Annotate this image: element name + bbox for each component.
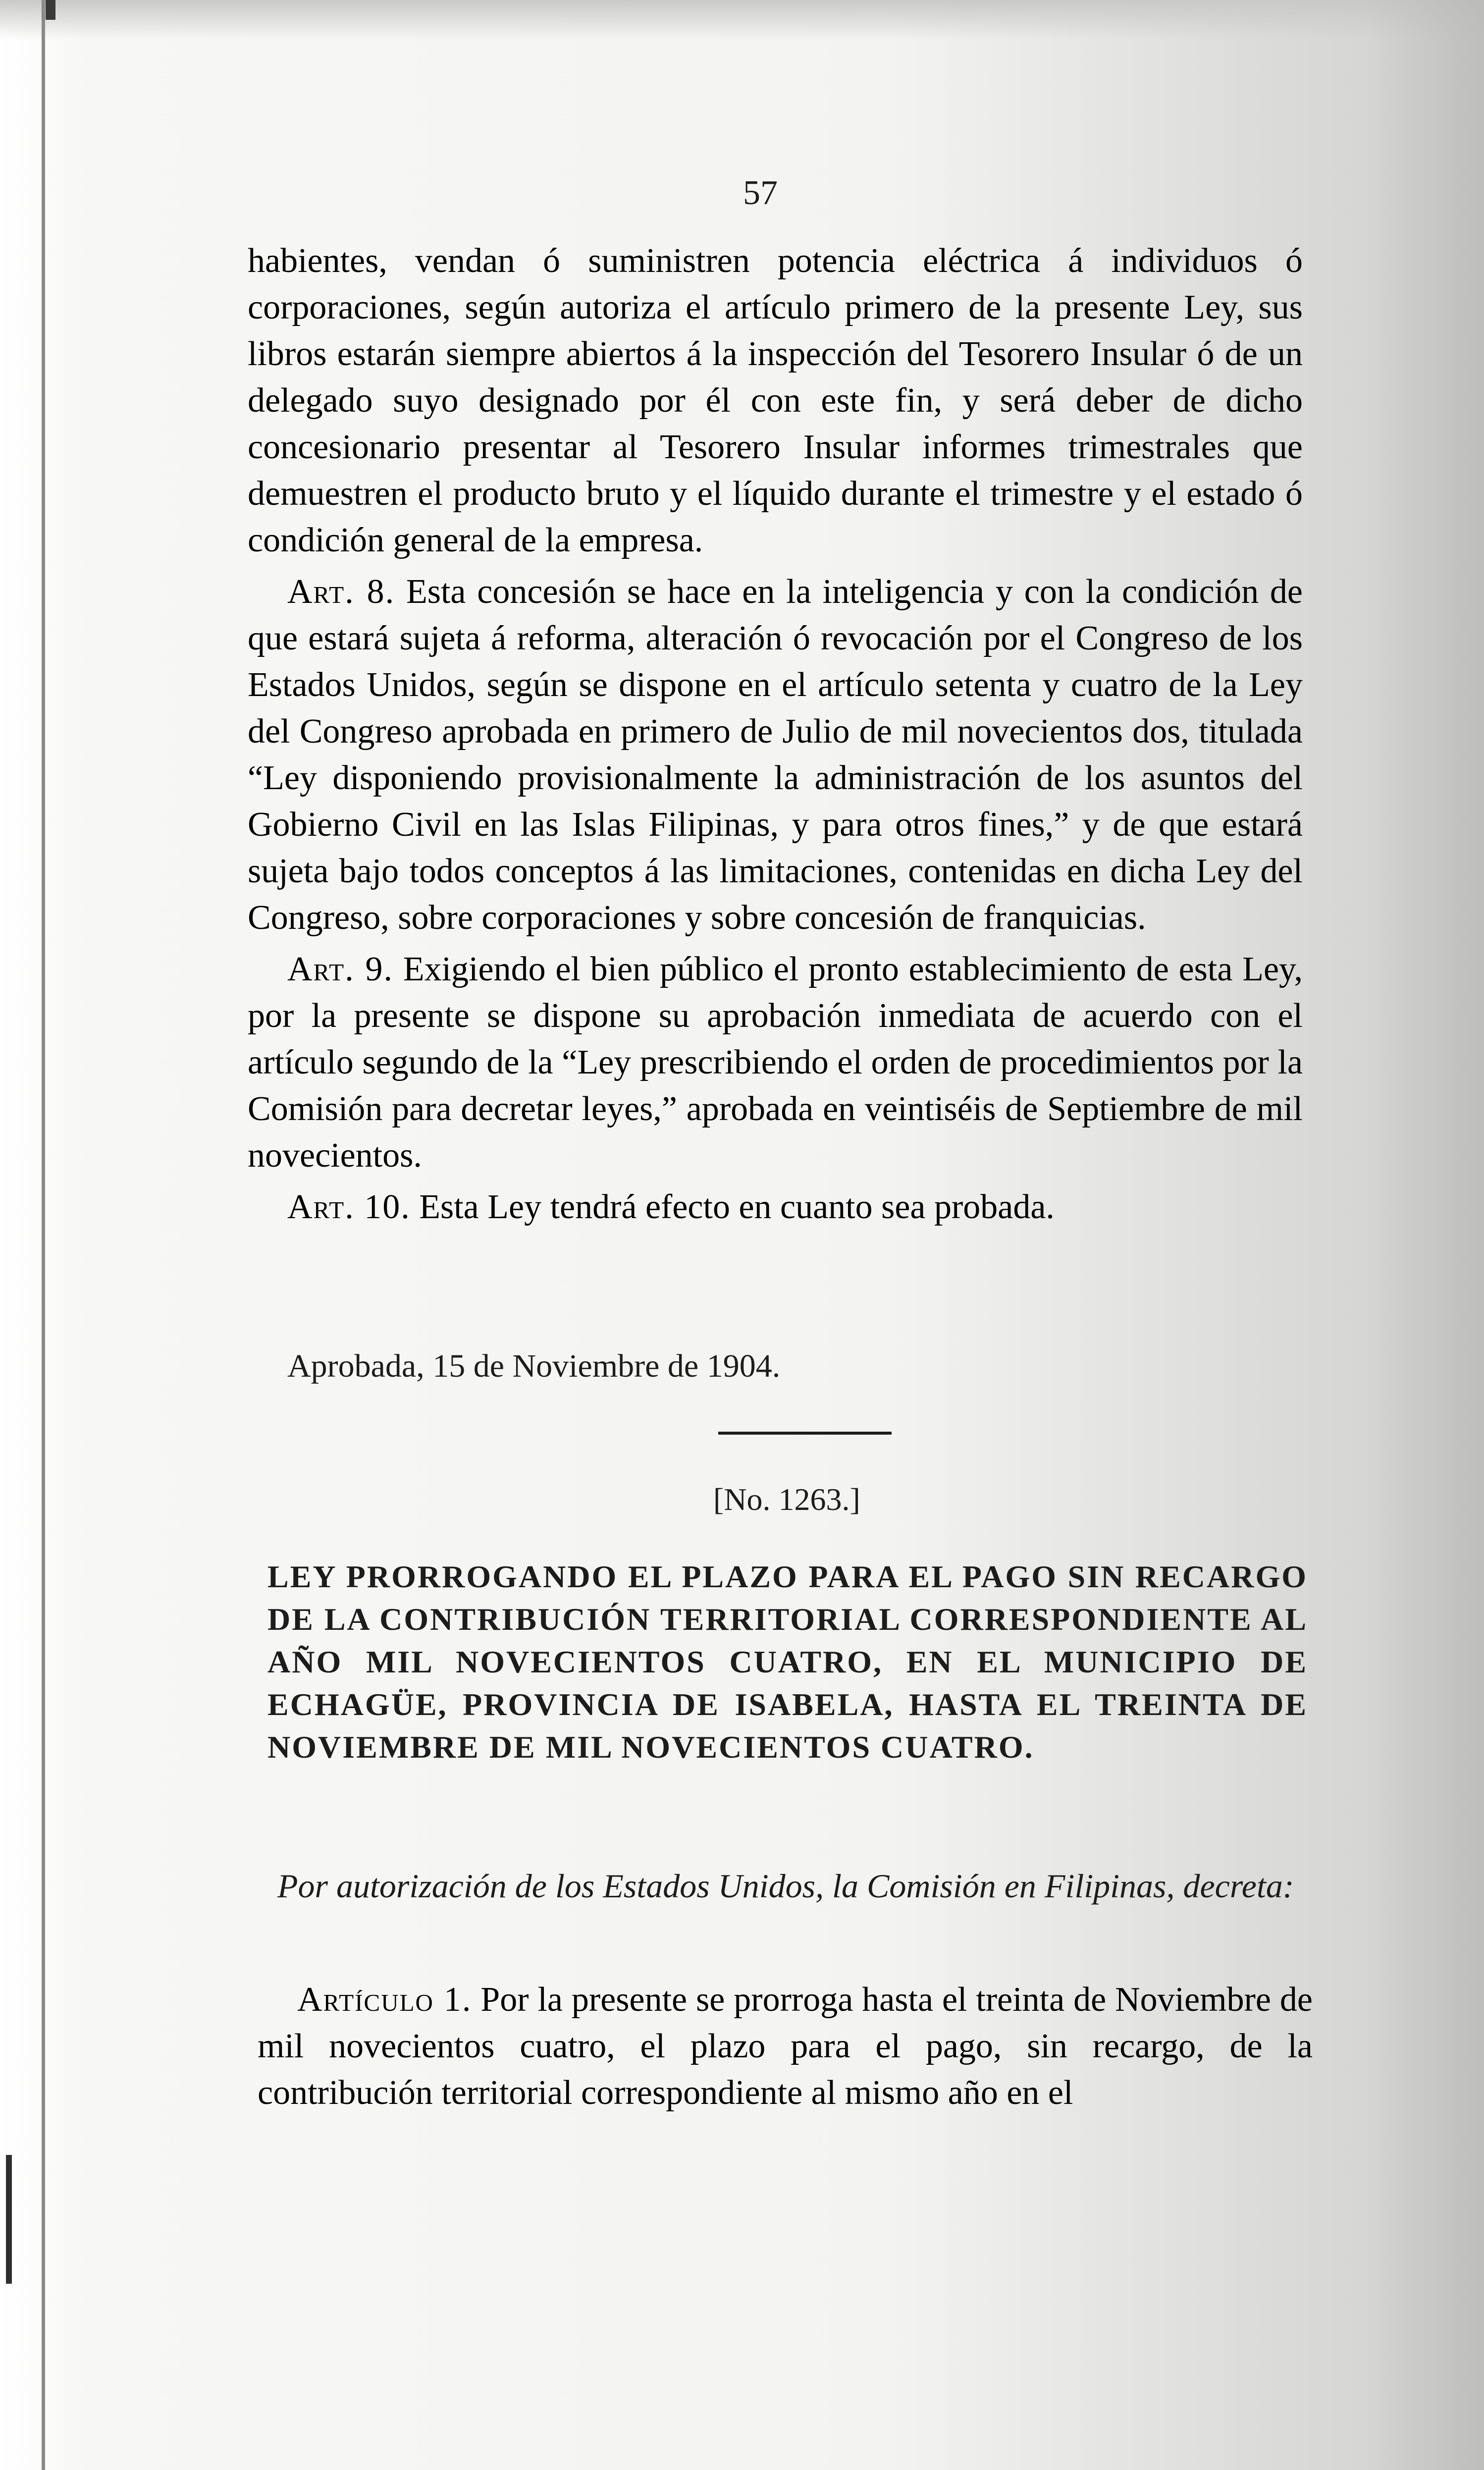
- approval-date: Aprobada, 15 de Noviembre de 1904.: [287, 1348, 781, 1384]
- article-10-paragraph: [248, 1184, 1303, 1231]
- scan-right-shadow: [1365, 0, 1484, 2470]
- binding-edge-mark-bottom: [6, 2155, 12, 2284]
- article-9-text: Exigiendo el bien público el pronto establecimiento de esta Ley, por la presente se dispone su aprobación inmediata de acuerdo con el artículo segundo de la “Ley prescribiendo el orden de procedimientos por la Comisión para decretar leyes,” aprobada en veintiséis de Septiembre de mil novecientos.: [248, 950, 1303, 1175]
- law-title: LEY PRORROGANDO EL PLAZO PARA EL PAGO SIN RECARGO DE LA CONTRIBUCIÓN TERRITORIAL CORRESPONDIENTE AL AÑO MIL NOVECIENTOS CUATRO, EN EL MUNICIPIO DE ECHAGÜE, PROVINCIA DE ISABELA, HASTA EL TREINTA DE NOVIEMBRE DE MIL NOVECIENTOS CUATRO.: [267, 1559, 1308, 1765]
- article-8-text: Esta concesión se hace en la inteligencia y con la condición de que estará sujeta á reforma, alteración ó revocación por el Congreso de los Estados Unidos, según se dispone en el artículo setenta y cuatro de la Ley del Congreso aprobada en primero de Julio de mil novecientos dos, titulada “Ley disponiendo provisionalmente la administración de los asuntos del Gobierno Civil en las Islas Filipinas, y para otros fines,” y de que estará sujeta bajo todos conceptos á las limitaciones, contenidas en dicha Ley del Congreso, sobre corporaciones y sobre concesión de franquicias.: [248, 573, 1303, 937]
- article-1-text: Por la presente se prorroga hasta el treinta de Noviembre de mil novecientos cuatro, el plazo para el pago, sin recargo, de la contribución territorial correspondiente al mismo año en el: [258, 1981, 1313, 2112]
- article-1-block: [258, 1977, 1313, 2121]
- page-number: 57: [743, 174, 778, 212]
- article-1-label: Artículo 1.: [297, 1981, 472, 2019]
- decree-intro: Por autorización de los Estados Unidos, la Comisión en Filipinas, decreta:: [277, 1867, 1294, 1905]
- paragraph-continuation: habientes, vendan ó suministren potencia eléctrica á individuos ó corporaciones, según autoriza el artículo primero de la presente Ley, sus libros estarán siempre abiertos á la inspección del Tesorero Insular ó de un delegado suyo designado por él con este fin, y será deber de dicho concesionario presentar al Tesorero Insular informes trimestrales que demuestren el producto bruto y el líquido durante el trimestre y el estado ó condición general de la empresa.: [248, 242, 1303, 559]
- article-10-text: Esta Ley tendrá efecto en cuanto sea probada.: [419, 1188, 1055, 1226]
- article-8-label: Art. 8.: [287, 573, 395, 611]
- binding-edge-line: [42, 0, 45, 2470]
- article-10-label: Art. 10.: [287, 1188, 411, 1226]
- section-divider: [718, 1432, 892, 1435]
- article-9-paragraph: [248, 946, 1303, 1179]
- binding-edge-mark-top: [46, 0, 55, 20]
- body-text-block: [248, 238, 1303, 1235]
- law-number: [No. 1263.]: [713, 1482, 860, 1517]
- article-9-label: Art. 9.: [287, 950, 394, 988]
- article-8-paragraph: [248, 569, 1303, 941]
- article-1-paragraph: [258, 1977, 1313, 2116]
- scan-top-shadow: [0, 0, 1484, 40]
